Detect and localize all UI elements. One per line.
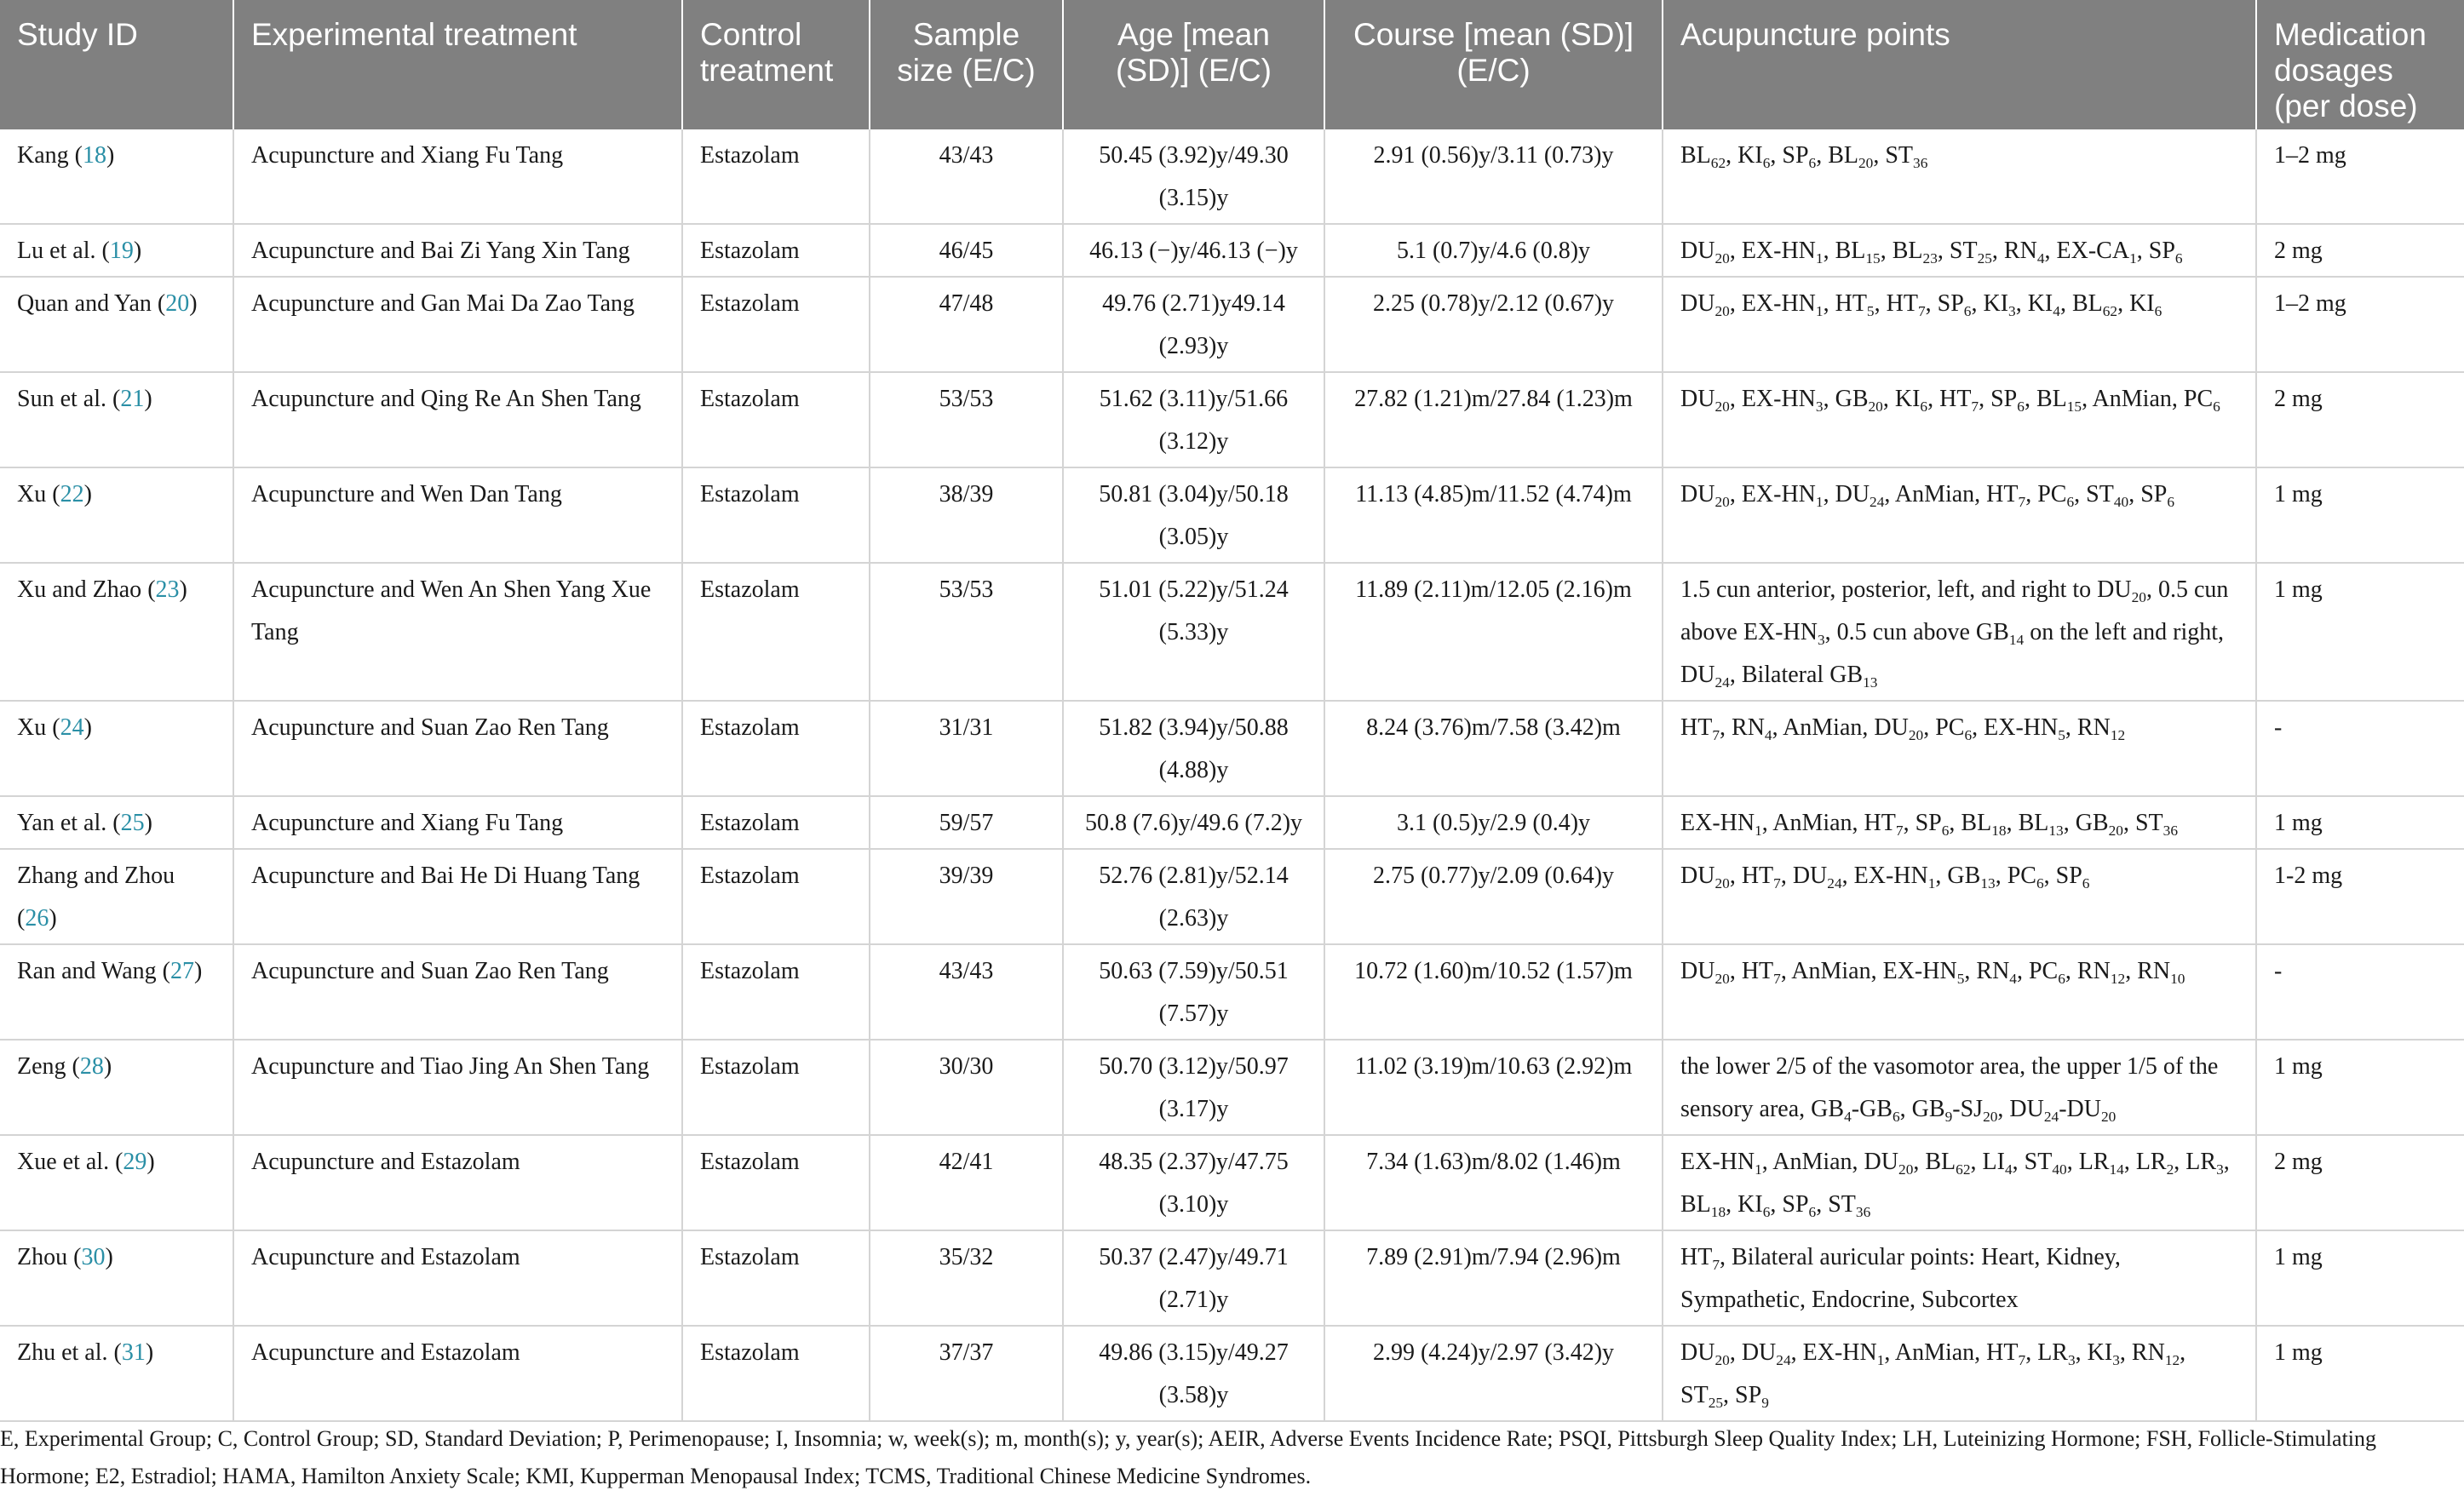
cell-experimental-treatment: Acupuncture and Gan Mai Da Zao Tang [233,277,682,372]
reference-link[interactable]: 30 [81,1244,106,1270]
cell-age: 48.35 (2.37)y/47.75 (3.10)y [1063,1135,1324,1230]
cell-control-treatment: Estazolam [682,1326,870,1421]
cell-course: 2.25 (0.78)y/2.12 (0.67)y [1324,277,1663,372]
cell-acupuncture-points: $BL_{62}$, $KI_6$, $SP_6$, $BL_{20}$, $ST_{36}$ [1663,129,2256,224]
cell-age: 51.01 (5.22)y/51.24 (5.33)y [1063,563,1324,701]
cell-experimental-treatment: Acupuncture and Xiang Fu Tang [233,129,682,224]
table-row [0,701,2464,796]
cell-medication-dosage: 1-2 mg [2256,849,2464,944]
table-row [0,1135,2464,1230]
study-author: Xu and Zhao [17,576,142,603]
study-author: Zeng [17,1053,66,1080]
cell-acupuncture-points: the lower 2/5 of the vasomotor area, the upper 1/5 of the sensory area, $GB_4-GB_6$, $GB_9-SJ_{20}$, $DU_{24}-DU_{20}$ [1663,1040,2256,1135]
cell-age: 50.37 (2.47)y/49.71 (2.71)y [1063,1230,1324,1326]
cell-course: 11.89 (2.11)m/12.05 (2.16)m [1324,563,1663,701]
cell-age: 50.8 (7.6)y/49.6 (7.2)y [1063,796,1324,849]
cell-study-id: Xu (24) [0,701,233,796]
cell-course: 2.75 (0.77)y/2.09 (0.64)y [1324,849,1663,944]
col-header-medication-dosages: Medication dosages (per dose) [2256,0,2464,129]
cell-sample-size: 37/37 [870,1326,1063,1421]
cell-course: 2.99 (4.24)y/2.97 (3.42)y [1324,1326,1663,1421]
cell-medication-dosage: - [2256,944,2464,1040]
col-header-study-id: Study ID [0,0,233,129]
cell-acupuncture-points: $DU_{20}$, $EX-HN_1$, $DU_{24}$, AnMian, $HT_7$, $PC_6$, $ST_{40}$, $SP_6$ [1663,467,2256,563]
reference-link[interactable]: 22 [60,481,84,507]
reference-link[interactable]: 18 [82,142,106,169]
cell-medication-dosage: 2 mg [2256,1135,2464,1230]
cell-medication-dosage: 1 mg [2256,563,2464,701]
cell-acupuncture-points: $DU_{20}$, $EX-HN_3$, $GB_{20}$, $KI_6$, $HT_7$, $SP_6$, $BL_{15}$, AnMian, $PC_6$ [1663,372,2256,467]
cell-age: 49.86 (3.15)y/49.27 (3.58)y [1063,1326,1324,1421]
cell-medication-dosage: 1 mg [2256,1230,2464,1326]
cell-course: 3.1 (0.5)y/2.9 (0.4)y [1324,796,1663,849]
table-row [0,467,2464,563]
col-header-age: Age [mean (SD)] (E/C) [1063,0,1324,129]
reference-link[interactable]: 25 [120,810,145,836]
reference-link[interactable]: 20 [165,290,190,317]
cell-control-treatment: Estazolam [682,563,870,701]
study-author: Quan and Yan [17,290,152,317]
reference-link[interactable]: 26 [25,905,49,932]
cell-sample-size: 38/39 [870,467,1063,563]
cell-age: 49.76 (2.71)y49.14 (2.93)y [1063,277,1324,372]
cell-study-id: Zeng (28) [0,1040,233,1135]
col-header-experimental-treatment: Experimental treatment [233,0,682,129]
cell-age: 50.81 (3.04)y/50.18 (3.05)y [1063,467,1324,563]
table-row [0,129,2464,224]
cell-study-id: Zhu et al. (31) [0,1326,233,1421]
table-row [0,849,2464,944]
study-author: Ran and Wang [17,958,157,984]
cell-experimental-treatment: Acupuncture and Wen Dan Tang [233,467,682,563]
reference-link[interactable]: 29 [123,1149,147,1175]
study-author: Xu [17,714,47,741]
study-author: Zhu et al. [17,1339,108,1366]
cell-experimental-treatment: Acupuncture and Tiao Jing An Shen Tang [233,1040,682,1135]
cell-experimental-treatment: Acupuncture and Xiang Fu Tang [233,796,682,849]
cell-course: 27.82 (1.21)m/27.84 (1.23)m [1324,372,1663,467]
cell-sample-size: 43/43 [870,944,1063,1040]
cell-sample-size: 31/31 [870,701,1063,796]
table-footnote: E, Experimental Group; C, Control Group; SD, Standard Deviation; P, Perimenopause; I, Insomnia; w, week(s); m, month(s); y, year(s); AEIR, Adverse Events Incidence Rate; PSQI, Pittsburgh Sleep Quality Index; LH, Luteinizing Hormone; FSH, Follicle-Stimulating Hormone; E2, Estradiol; HAMA, Hamilton Anxiety Scale; KMI, Kupperman Menopausal Index; TCMS, Traditional Chinese Medicine Syndromes. [0,1426,2377,1488]
cell-sample-size: 43/43 [870,129,1063,224]
cell-study-id: Kang (18) [0,129,233,224]
cell-experimental-treatment: Acupuncture and Bai He Di Huang Tang [233,849,682,944]
table-row [0,796,2464,849]
study-author: Kang [17,142,69,169]
cell-sample-size: 59/57 [870,796,1063,849]
cell-experimental-treatment: Acupuncture and Bai Zi Yang Xin Tang [233,224,682,277]
cell-medication-dosage: 2 mg [2256,372,2464,467]
cell-study-id: Quan and Yan (20) [0,277,233,372]
cell-experimental-treatment: Acupuncture and Estazolam [233,1135,682,1230]
cell-medication-dosage: 1 mg [2256,467,2464,563]
table-row [0,1040,2464,1135]
cell-experimental-treatment: Acupuncture and Qing Re An Shen Tang [233,372,682,467]
cell-sample-size: 30/30 [870,1040,1063,1135]
cell-control-treatment: Estazolam [682,1135,870,1230]
cell-experimental-treatment: Acupuncture and Suan Zao Ren Tang [233,701,682,796]
study-author: Yan et al. [17,810,107,836]
cell-acupuncture-points: $DU_{20}$, $DU_{24}$, $EX-HN_1$, AnMian, $HT_7$, $LR_3$, $KI_3$, $RN_{12}$, $ST_{25}$, $SP_9$ [1663,1326,2256,1421]
cell-acupuncture-points: $DU_{20}$, $EX-HN_1$, $BL_{15}$, $BL_{23}$, $ST_{25}$, $RN_4$, $EX-CA_1$, $SP_6$ [1663,224,2256,277]
cell-age: 50.70 (3.12)y/50.97 (3.17)y [1063,1040,1324,1135]
cell-course: 2.91 (0.56)y/3.11 (0.73)y [1324,129,1663,224]
table-row [0,372,2464,467]
cell-experimental-treatment: Acupuncture and Estazolam [233,1326,682,1421]
cell-acupuncture-points: $EX-HN_1$, AnMian, $HT_7$, $SP_6$, $BL_{18}$, $BL_{13}$, $GB_{20}$, $ST_{36}$ [1663,796,2256,849]
reference-link[interactable]: 28 [79,1053,104,1080]
cell-experimental-treatment: Acupuncture and Suan Zao Ren Tang [233,944,682,1040]
study-author: Sun et al. [17,386,106,412]
cell-control-treatment: Estazolam [682,224,870,277]
table-body [0,129,2464,1421]
reference-link[interactable]: 27 [169,958,194,984]
cell-control-treatment: Estazolam [682,849,870,944]
cell-sample-size: 47/48 [870,277,1063,372]
cell-acupuncture-points: $HT_7$, $RN_4$, AnMian, $DU_{20}$, $PC_6$, $EX-HN_5$, $RN_{12}$ [1663,701,2256,796]
study-author: Zhang and Zhou [17,863,175,889]
cell-study-id: Zhang and Zhou (26) [0,849,233,944]
col-header-sample-size: Sample size (E/C) [870,0,1063,129]
cell-sample-size: 46/45 [870,224,1063,277]
cell-acupuncture-points: 1.5 cun anterior, posterior, left, and right to $DU_{20}$, 0.5 cun above $EX-HN_3$, 0.5 cun above $GB_{14}$ on the left and right, $DU_{24}$, Bilateral $GB_{13}$ [1663,563,2256,701]
cell-acupuncture-points: $DU_{20}$, $EX-HN_1$, $HT_5$, $HT_7$, $SP_6$, $KI_3$, $KI_4$, $BL_{62}$, $KI_6$ [1663,277,2256,372]
cell-medication-dosage: 2 mg [2256,224,2464,277]
cell-control-treatment: Estazolam [682,467,870,563]
col-header-acupuncture-points: Acupuncture points [1663,0,2256,129]
table-row [0,1326,2464,1421]
col-header-control-treatment: Control treatment [682,0,870,129]
cell-sample-size: 35/32 [870,1230,1063,1326]
table-header [0,0,2464,129]
study-author: Lu et al. [17,238,96,264]
cell-medication-dosage: 1 mg [2256,796,2464,849]
study-author: Zhou [17,1244,68,1270]
cell-medication-dosage: 1–2 mg [2256,129,2464,224]
header-row [0,0,2464,129]
table-row [0,563,2464,701]
col-header-course: Course [mean (SD)] (E/C) [1324,0,1663,129]
cell-age: 46.13 (−)y/46.13 (−)y [1063,224,1324,277]
cell-course: 11.02 (3.19)m/10.63 (2.92)m [1324,1040,1663,1135]
reference-link[interactable]: 19 [109,238,134,264]
cell-control-treatment: Estazolam [682,372,870,467]
cell-study-id: Yan et al. (25) [0,796,233,849]
cell-control-treatment: Estazolam [682,1230,870,1326]
cell-course: 8.24 (3.76)m/7.58 (3.42)m [1324,701,1663,796]
table-row [0,944,2464,1040]
cell-age: 51.82 (3.94)y/50.88 (4.88)y [1063,701,1324,796]
cell-age: 52.76 (2.81)y/52.14 (2.63)y [1063,849,1324,944]
study-author: Xue et al. [17,1149,110,1175]
cell-sample-size: 53/53 [870,372,1063,467]
cell-experimental-treatment: Acupuncture and Estazolam [233,1230,682,1326]
cell-control-treatment: Estazolam [682,129,870,224]
cell-medication-dosage: 1–2 mg [2256,277,2464,372]
cell-control-treatment: Estazolam [682,277,870,372]
cell-course: 7.89 (2.91)m/7.94 (2.96)m [1324,1230,1663,1326]
table-row [0,1230,2464,1326]
cell-sample-size: 53/53 [870,563,1063,701]
cell-course: 10.72 (1.60)m/10.52 (1.57)m [1324,944,1663,1040]
cell-sample-size: 39/39 [870,849,1063,944]
cell-study-id: Ran and Wang (27) [0,944,233,1040]
cell-acupuncture-points: $DU_{20}$, $HT_7$, AnMian, $EX-HN_5$, $RN_4$, $PC_6$, $RN_{12}$, $RN_{10}$ [1663,944,2256,1040]
cell-medication-dosage: - [2256,701,2464,796]
reference-link[interactable]: 24 [60,714,84,741]
cell-study-id: Zhou (30) [0,1230,233,1326]
cell-study-id: Sun et al. (21) [0,372,233,467]
cell-sample-size: 42/41 [870,1135,1063,1230]
cell-age: 50.63 (7.59)y/50.51 (7.57)y [1063,944,1324,1040]
reference-link[interactable]: 21 [120,386,145,412]
cell-age: 50.45 (3.92)y/49.30 (3.15)y [1063,129,1324,224]
cell-medication-dosage: 1 mg [2256,1326,2464,1421]
cell-course: 5.1 (0.7)y/4.6 (0.8)y [1324,224,1663,277]
reference-link[interactable]: 31 [121,1339,146,1366]
cell-medication-dosage: 1 mg [2256,1040,2464,1135]
reference-link[interactable]: 23 [155,576,180,603]
table-row [0,224,2464,277]
cell-study-id: Xue et al. (29) [0,1135,233,1230]
cell-acupuncture-points: $HT_7$, Bilateral auricular points: Heart, Kidney, Sympathetic, Endocrine, Subcortex [1663,1230,2256,1326]
cell-course: 11.13 (4.85)m/11.52 (4.74)m [1324,467,1663,563]
cell-acupuncture-points: $EX-HN_1$, AnMian, $DU_{20}$, $BL_{62}$, $LI_4$, $ST_{40}$, $LR_{14}$, $LR_2$, $LR_3$, $BL_{18}$, $KI_6$, $SP_6$, $ST_{36}$ [1663,1135,2256,1230]
cell-age: 51.62 (3.11)y/51.66 (3.12)y [1063,372,1324,467]
cell-control-treatment: Estazolam [682,944,870,1040]
cell-study-id: Xu (22) [0,467,233,563]
cell-control-treatment: Estazolam [682,796,870,849]
table-row [0,277,2464,372]
study-author: Xu [17,481,47,507]
cell-control-treatment: Estazolam [682,1040,870,1135]
cell-experimental-treatment: Acupuncture and Wen An Shen Yang Xue Tang [233,563,682,701]
cell-control-treatment: Estazolam [682,701,870,796]
cell-course: 7.34 (1.63)m/8.02 (1.46)m [1324,1135,1663,1230]
cell-acupuncture-points: $DU_{20}$, $HT_7$, $DU_{24}$, $EX-HN_1$, $GB_{13}$, $PC_6$, $SP_6$ [1663,849,2256,944]
cell-study-id: Lu et al. (19) [0,224,233,277]
cell-study-id: Xu and Zhao (23) [0,563,233,701]
